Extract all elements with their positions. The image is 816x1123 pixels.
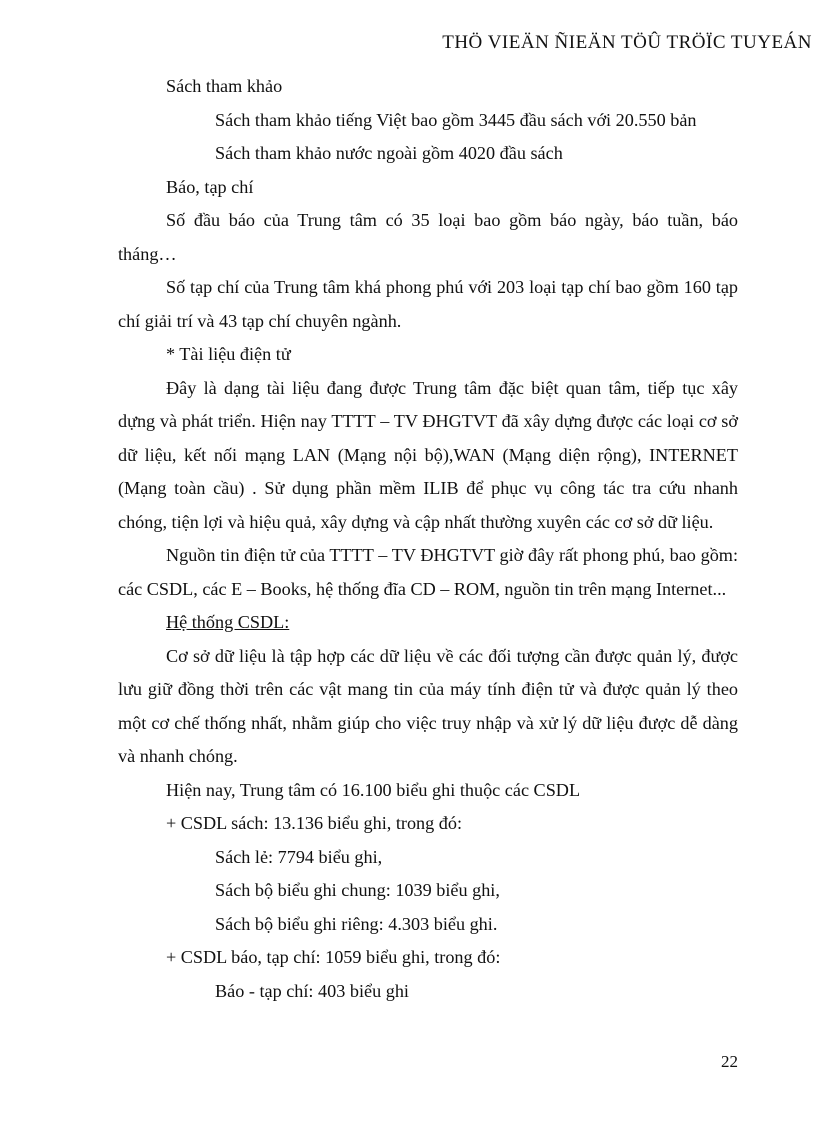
paragraph: Nguồn tin điện tử của TTTT – TV ĐHGTVT giờ đây rất phong phú, bao gồm: các CSDL, các E – Books, hệ thống đĩa CD – ROM, nguồn tin trên mạng Internet... xyxy=(118,545,738,599)
list-item: Sách tham khảo tiếng Việt bao gồm 3445 đầu sách với 20.550 bản xyxy=(215,109,697,130)
list-item: Sách lẻ: 7794 biểu ghi, xyxy=(215,846,383,867)
list-item: Sách bộ biểu ghi chung: 1039 biểu ghi, xyxy=(215,880,500,900)
section-heading-tai-lieu-dien-tu: * Tài liệu điện tử xyxy=(166,344,291,364)
page-number: 22 xyxy=(721,1052,738,1071)
list-item: + CSDL sách: 13.136 biểu ghi, trong đó: xyxy=(166,813,463,833)
paragraph-sach-tham-khao: Sách tham khảo xyxy=(166,76,283,96)
list-item: Sách bộ biểu ghi riêng: 4.303 biểu ghi. xyxy=(215,913,498,934)
section-heading-he-thong-csdl xyxy=(118,606,738,640)
list-item: + CSDL báo, tạp chí: 1059 biểu ghi, trong đó: xyxy=(166,947,501,967)
paragraph: Cơ sở dữ liệu là tập hợp các dữ liệu về các đối tượng cần được quản lý, được lưu giữ đồng thời trên các vật mang tin của máy tính điện tử và được quản lý theo một cơ chế thống nhất, nhằm giúp cho việc truy nhập và xử lý dữ liệu được dễ dàng và nhanh chóng. xyxy=(118,645,738,766)
list-item: Sách tham khảo nước ngoài gồm 4020 đầu sách xyxy=(215,143,563,163)
paragraph: Số đầu báo của Trung tâm có 35 loại bao gồm báo ngày, báo tuần, báo tháng… xyxy=(118,210,738,264)
paragraph: Đây là dạng tài liệu đang được Trung tâm đặc biệt quan tâm, tiếp tục xây dựng và phát triển. Hiện nay TTTT – TV ĐHGTVT đã xây dựng được các loại cơ sở dữ liệu, kết nối mạng LAN (Mạng nội bộ),WAN (Mạng diện rộng), INTERNET (Mạng toàn cầu) . Sử dụng phần mềm ILIB để phục vụ công tác tra cứu nhanh chóng, tiện lợi và hiệu quả, xây dựng và cập nhất thường xuyên các cơ sở dữ liệu. xyxy=(118,377,738,532)
paragraph: Số tạp chí của Trung tâm khá phong phú với 203 loại tạp chí bao gồm 160 tạp chí giải trí và 43 tạp chí chuyên ngành. xyxy=(118,277,738,331)
list-item: Báo - tạp chí: 403 biểu ghi xyxy=(215,980,409,1001)
underlined-heading-text: Hệ thống CSDL: xyxy=(166,612,290,632)
page-body xyxy=(118,70,738,1008)
running-header: THÖ VIEÄN ÑIEÄN TÖÛ TRÖÏC TUYEÁN xyxy=(442,32,812,53)
paragraph: Hiện nay, Trung tâm có 16.100 biểu ghi thuộc các CSDL xyxy=(166,779,581,800)
paragraph-bao-tap-chi: Báo, tạp chí xyxy=(166,176,254,197)
